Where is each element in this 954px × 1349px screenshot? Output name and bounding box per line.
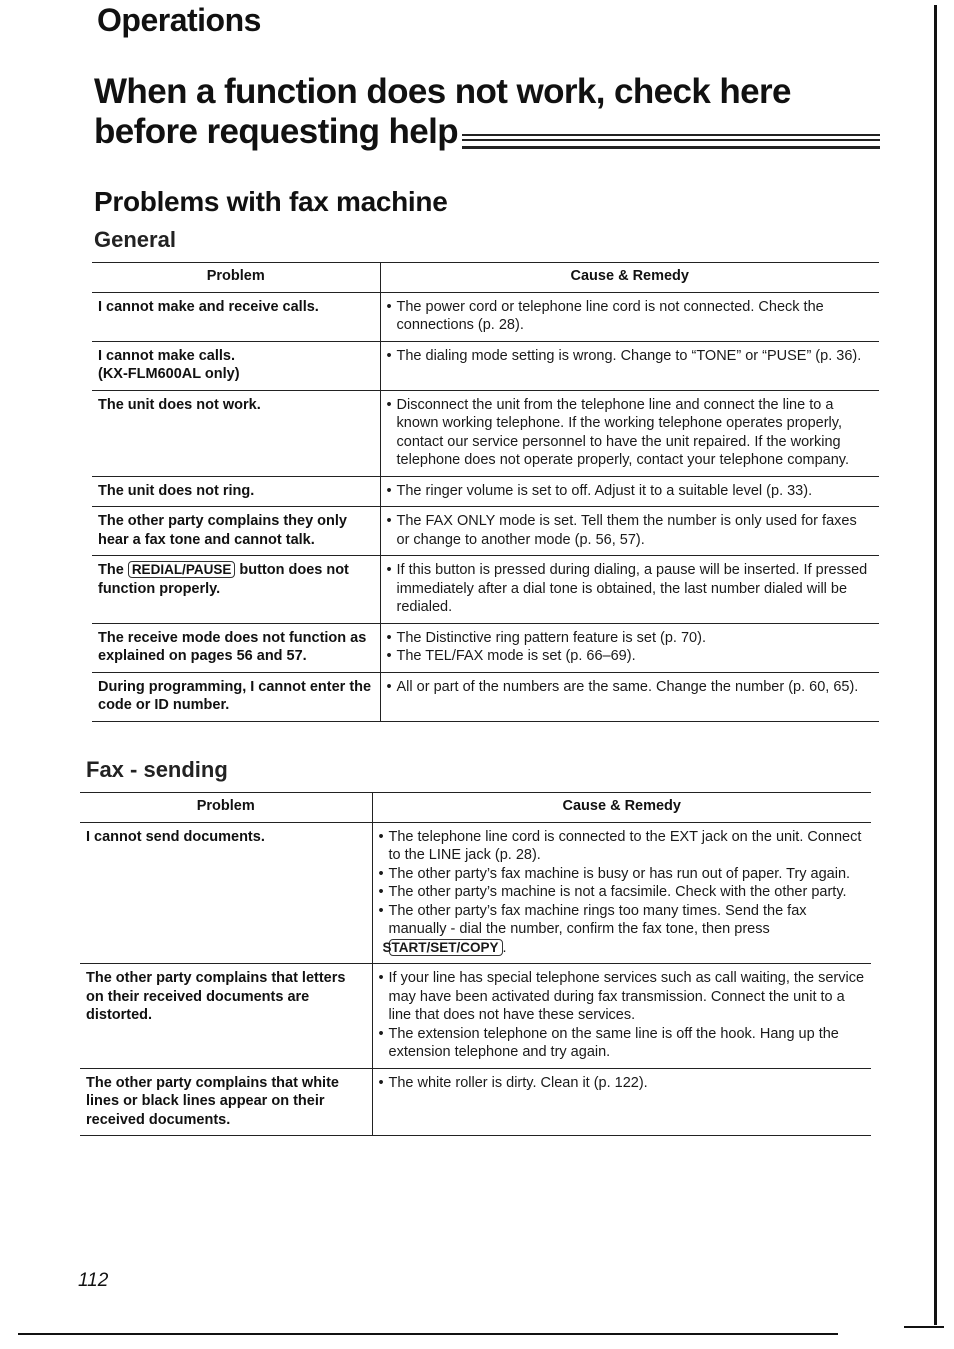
cause-item: • The other party’s fax machine is busy or has run out of paper. Try again. [379, 865, 866, 884]
cause-item: • The telephone line cord is connected to the EXT jack on the unit. Connect to the LINE jack (p. 28). [379, 828, 866, 865]
scan-edge-right [934, 5, 937, 1325]
problem-cell: During programming, I cannot enter the code or ID number. [92, 672, 380, 721]
start-set-copy-key: START/SET/COPY [389, 939, 503, 956]
general-header-row [92, 263, 879, 293]
fax-sending-header-row [80, 793, 871, 823]
cause-item: • The TEL/FAX mode is set (p. 66–69). [387, 647, 874, 666]
cause-item: • If your line has special telephone services such as call waiting, the service may have been activated during fax transmission. Connect the unit to a line that does not have these services. [379, 969, 866, 1025]
cause-item: • The dialing mode setting is wrong. Change to “TONE” or “PUSE” (p. 36). [387, 347, 874, 366]
fax-sending-col-cause: Cause & Remedy [372, 793, 871, 823]
problem-cell: The receive mode does not function as explained on pages 56 and 57. [92, 623, 380, 672]
cause-cell [380, 390, 879, 476]
scan-edge-foot [904, 1326, 944, 1328]
section-subtitle: Problems with fax machine [94, 186, 448, 217]
page-title-line1: When a function does not work, check here [94, 72, 791, 111]
cause-item: • The white roller is dirty. Clean it (p. 122). [379, 1074, 866, 1093]
cause-item: • All or part of the numbers are the same. Change the number (p. 60, 65). [387, 678, 874, 697]
general-col-cause: Cause & Remedy [380, 263, 879, 293]
cause-item: • The Distinctive ring pattern feature is set (p. 70). [387, 629, 874, 648]
table-row [92, 623, 879, 672]
general-col-problem: Problem [92, 263, 380, 293]
table-row [80, 964, 871, 1069]
cause-item: • If this button is pressed during dialing, a pause will be inserted. If pressed immediately after a dial tone is obtained, the last number dialed will be redialed. [387, 561, 874, 617]
fax-sending-table [80, 792, 871, 1136]
cause-cell [380, 292, 879, 341]
cause-item: • The other party’s fax machine rings too many times. Send the fax manually - dial the number, confirm the fax tone, then press START/SET/COPY . [379, 902, 866, 958]
cause-cell [380, 476, 879, 507]
table-row [80, 822, 871, 964]
scan-edge-bottom [18, 1333, 838, 1335]
section-tag: Operations [97, 2, 261, 38]
table-row [92, 476, 879, 507]
table-row [80, 1068, 871, 1136]
table-row [92, 390, 879, 476]
page-number: 112 [78, 1270, 109, 1291]
problem-cell: The unit does not ring. [92, 476, 380, 507]
cause-item: • Disconnect the unit from the telephone line and connect the line to a known working telephone. If the working telephone operates properly, contact our service personnel to have the unit repaired. If the working telephone does not operate properly, contact your telephone company. [387, 396, 874, 470]
fax-sending-label: Fax - sending [86, 757, 228, 782]
cause-cell [372, 964, 871, 1069]
problem-cell: The unit does not work. [92, 390, 380, 476]
general-label: General [94, 227, 176, 252]
redial-pause-key: REDIAL/PAUSE [128, 561, 236, 578]
cause-cell [380, 507, 879, 556]
cause-cell [380, 672, 879, 721]
cause-cell [380, 556, 879, 624]
table-row [92, 672, 879, 721]
cause-cell [372, 1068, 871, 1136]
table-row [92, 507, 879, 556]
cause-item: • The power cord or telephone line cord is not connected. Check the connections (p. 28). [387, 298, 874, 335]
table-row [92, 341, 879, 390]
cause-item: • The FAX ONLY mode is set. Tell them the number is only used for faxes or change to another mode (p. 56, 57). [387, 512, 874, 549]
problem-cell: I cannot make calls. (KX-FLM600AL only) [92, 341, 380, 390]
cause-item: • The ringer volume is set to off. Adjust it to a suitable level (p. 33). [387, 482, 874, 501]
cause-cell [380, 623, 879, 672]
general-table [92, 262, 879, 722]
cause-item: • The extension telephone on the same line is off the hook. Hang up the extension telephone and try again. [379, 1025, 866, 1062]
problem-cell: The other party complains they only hear a fax tone and cannot talk. [92, 507, 380, 556]
problem-cell: I cannot make and receive calls. [92, 292, 380, 341]
problem-cell: The REDIAL/PAUSE button does not function properly. [92, 556, 380, 624]
problem-cell: The other party complains that letters on their received documents are distorted. [80, 964, 372, 1069]
problem-cell: I cannot send documents. [80, 822, 372, 964]
table-row [92, 556, 879, 624]
page-title-line2: before requesting help [94, 112, 459, 151]
fax-sending-col-problem: Problem [80, 793, 372, 823]
cause-cell [380, 341, 879, 390]
table-row [92, 292, 879, 341]
cause-cell [372, 822, 871, 964]
problem-cell: The other party complains that white lines or black lines appear on their received documents. [80, 1068, 372, 1136]
heading-rule [462, 134, 880, 149]
cause-item: • The other party’s machine is not a facsimile. Check with the other party. [379, 883, 866, 902]
